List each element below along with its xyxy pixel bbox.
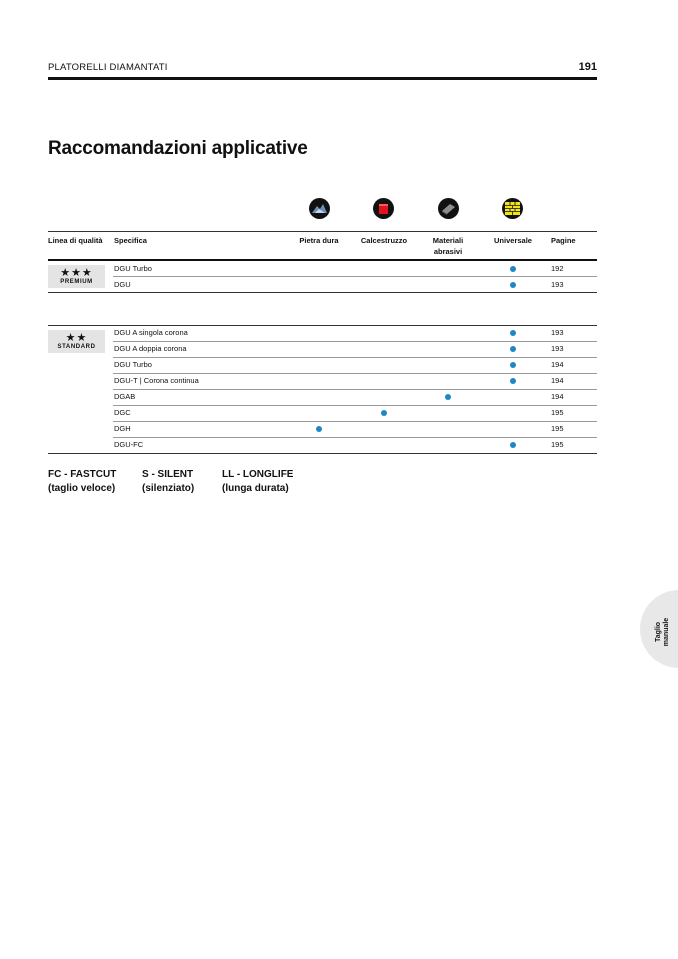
table-row-spec: DGU A doppia corona [114,344,187,353]
stone-icon [309,198,330,219]
standard-label: STANDARD [57,344,96,350]
legend-code: S - SILENT [142,469,194,480]
section-title: PLATORELLI DIAMANTATI [48,62,168,73]
table-row-spec: DGU Turbo [114,264,152,273]
table-row-spec: DGU [114,280,131,289]
concrete-dot [381,410,387,416]
universal-dot [510,346,516,352]
table-row-spec: DGU Turbo [114,360,152,369]
legend-meaning: (silenziato) [142,483,195,494]
chapter-side-tab[interactable] [640,590,678,668]
table-top-rule [48,231,597,232]
side-tab-line2: manuale [663,617,670,647]
table-header-rule [48,259,597,261]
premium-stars: ★★★ [60,267,93,279]
col-header-pages: Pagine [551,236,576,245]
stone-dot [316,426,322,432]
standard-stars: ★★ [65,332,88,344]
legend-silent [142,468,194,496]
col-header-quality: Linea di qualità [48,236,103,245]
universal-dot [510,330,516,336]
col-header-abrasive-line2: abrasivi [433,247,463,256]
page-title: Raccomandazioni applicative [48,138,308,159]
table-row-page: 194 [551,376,564,385]
table-row-spec: DGU-FC [114,440,144,449]
universal-dot [510,442,516,448]
legend-code: FC - FASTCUT [48,469,117,480]
table-row-page: 193 [551,344,564,353]
legend-code: LL - LONGLIFE [222,469,294,480]
side-tab-line1: Taglio [655,621,662,643]
legend-longlife [222,468,293,496]
table-row-page: 194 [551,392,564,401]
row-divider [113,405,597,406]
page-number: 191 [578,61,597,73]
row-divider [113,389,597,390]
table-row-page: 192 [551,264,564,273]
concrete-icon [373,198,394,219]
row-divider [113,373,597,374]
legend-fastcut [48,468,116,496]
row-divider [113,437,597,438]
legend-meaning: (lunga durata) [222,483,289,494]
table-row-page: 193 [551,280,564,289]
row-divider [113,276,597,277]
quality-badge-standard [48,330,105,353]
abrasive-dot [445,394,451,400]
col-header-abrasive-line1: Materiali [432,236,464,245]
row-divider [113,341,597,342]
table-row-page: 195 [551,440,564,449]
col-header-stone: Pietra dura [299,236,339,245]
universal-dot [510,362,516,368]
universal-dot [510,282,516,288]
universal-dot [510,378,516,384]
header-divider [48,77,597,80]
legend-meaning: (taglio veloce) [48,483,116,494]
universal-dot [510,266,516,272]
page-header [48,62,597,75]
col-header-universal: Universale [494,236,532,245]
table-row-spec: DGU-T | Corona continua [114,376,199,385]
premium-label: PREMIUM [60,279,93,285]
table-row-page: 194 [551,360,564,369]
row-divider [113,357,597,358]
brick-wall-icon [502,198,523,219]
quality-badge-premium [48,265,105,288]
table-bottom-rule [48,453,597,454]
abrasive-icon [438,198,459,219]
table-row-spec: DGH [114,424,131,433]
col-header-abrasive [420,235,476,257]
table-row-spec: DGAB [114,392,136,401]
table-row-page: 193 [551,328,564,337]
group-divider [48,292,597,293]
col-header-concrete: Calcestruzzo [360,236,408,245]
group-divider [48,325,597,326]
table-row-page: 195 [551,408,564,417]
table-row-spec: DGU A singola corona [114,328,188,337]
table-row-spec: DGC [114,408,131,417]
table-row-page: 195 [551,424,564,433]
col-header-spec: Specifica [114,236,147,245]
side-tab-label [655,609,671,655]
row-divider [113,421,597,422]
